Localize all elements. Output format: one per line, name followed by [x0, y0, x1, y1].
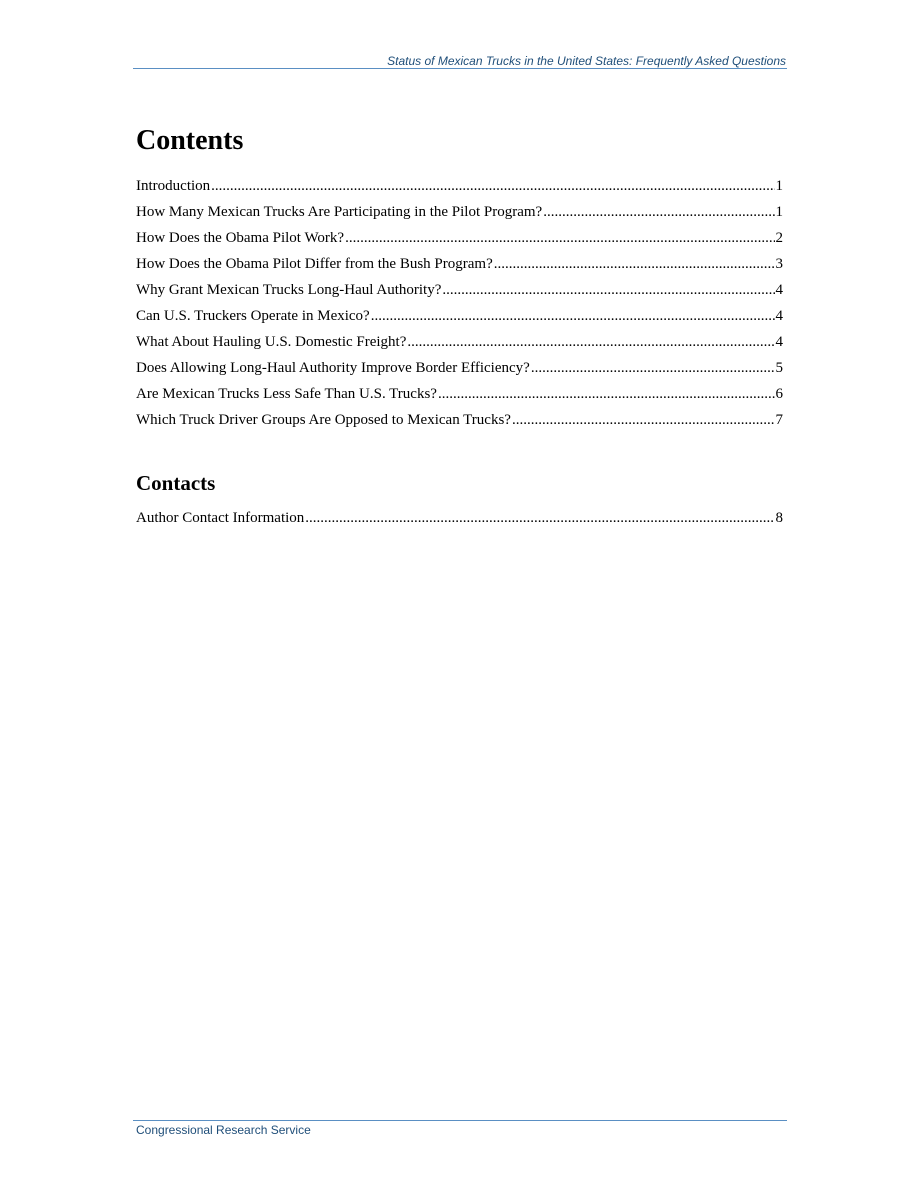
running-header: Status of Mexican Trucks in the United States: Frequently Asked Questions	[387, 54, 786, 68]
toc-entry-title: What About Hauling U.S. Domestic Freight?	[136, 334, 407, 350]
toc-entry-pilot-work[interactable]	[136, 228, 783, 254]
dot-leader	[211, 176, 774, 196]
toc-entry-page: 5	[775, 360, 783, 376]
toc-entry-page: 4	[775, 334, 783, 350]
toc-entry-page: 4	[775, 282, 783, 298]
toc-entry-title: Introduction	[136, 178, 211, 194]
dot-leader	[407, 332, 774, 352]
toc-entry-long-haul-authority[interactable]	[136, 280, 783, 306]
toc-entry-page: 8	[775, 510, 783, 526]
footer-rule	[133, 1120, 787, 1121]
toc-entry-page: 4	[775, 308, 783, 324]
table-of-contents	[136, 176, 783, 436]
toc-entry-title: Are Mexican Trucks Less Safe Than U.S. Trucks?	[136, 386, 437, 402]
toc-entry-page: 3	[775, 256, 783, 272]
toc-entry-domestic-freight[interactable]	[136, 332, 783, 358]
dot-leader	[371, 306, 775, 326]
toc-entry-truck-safety[interactable]	[136, 384, 783, 410]
toc-entry-us-truckers-mexico[interactable]	[136, 306, 783, 332]
toc-entry-page: 2	[775, 230, 783, 246]
contacts-heading: Contacts	[136, 471, 216, 495]
contents-heading: Contents	[136, 125, 244, 156]
toc-entry-opposed-groups[interactable]	[136, 410, 783, 436]
toc-entry-pilot-differ[interactable]	[136, 254, 783, 280]
toc-entry-title: How Does the Obama Pilot Differ from the Bush Program?	[136, 256, 493, 272]
dot-leader	[442, 280, 774, 300]
toc-entry-title: Can U.S. Truckers Operate in Mexico?	[136, 308, 370, 324]
toc-entry-page: 1	[775, 204, 783, 220]
contacts-list	[136, 508, 783, 534]
toc-entry-title: Which Truck Driver Groups Are Opposed to Mexican Trucks?	[136, 412, 511, 428]
toc-entry-author-contact[interactable]	[136, 508, 783, 534]
dot-leader	[305, 508, 774, 528]
toc-entry-participation[interactable]	[136, 202, 783, 228]
toc-entry-title: How Does the Obama Pilot Work?	[136, 230, 345, 246]
dot-leader	[531, 358, 775, 378]
dot-leader	[438, 384, 775, 404]
dot-leader	[345, 228, 774, 248]
toc-entry-title: Why Grant Mexican Trucks Long-Haul Authority?	[136, 282, 442, 298]
toc-entry-title: How Many Mexican Trucks Are Participating in the Pilot Program?	[136, 204, 543, 220]
dot-leader	[543, 202, 774, 222]
toc-entry-page: 7	[775, 412, 783, 428]
toc-entry-introduction[interactable]	[136, 176, 783, 202]
toc-entry-page: 1	[775, 178, 783, 194]
toc-entry-title: Author Contact Information	[136, 510, 305, 526]
header-rule	[133, 68, 787, 69]
toc-entry-page: 6	[775, 386, 783, 402]
running-footer: Congressional Research Service	[136, 1123, 311, 1137]
toc-entry-border-efficiency[interactable]	[136, 358, 783, 384]
dot-leader	[512, 410, 775, 430]
toc-entry-title: Does Allowing Long-Haul Authority Improve Border Efficiency?	[136, 360, 530, 376]
dot-leader	[494, 254, 775, 274]
